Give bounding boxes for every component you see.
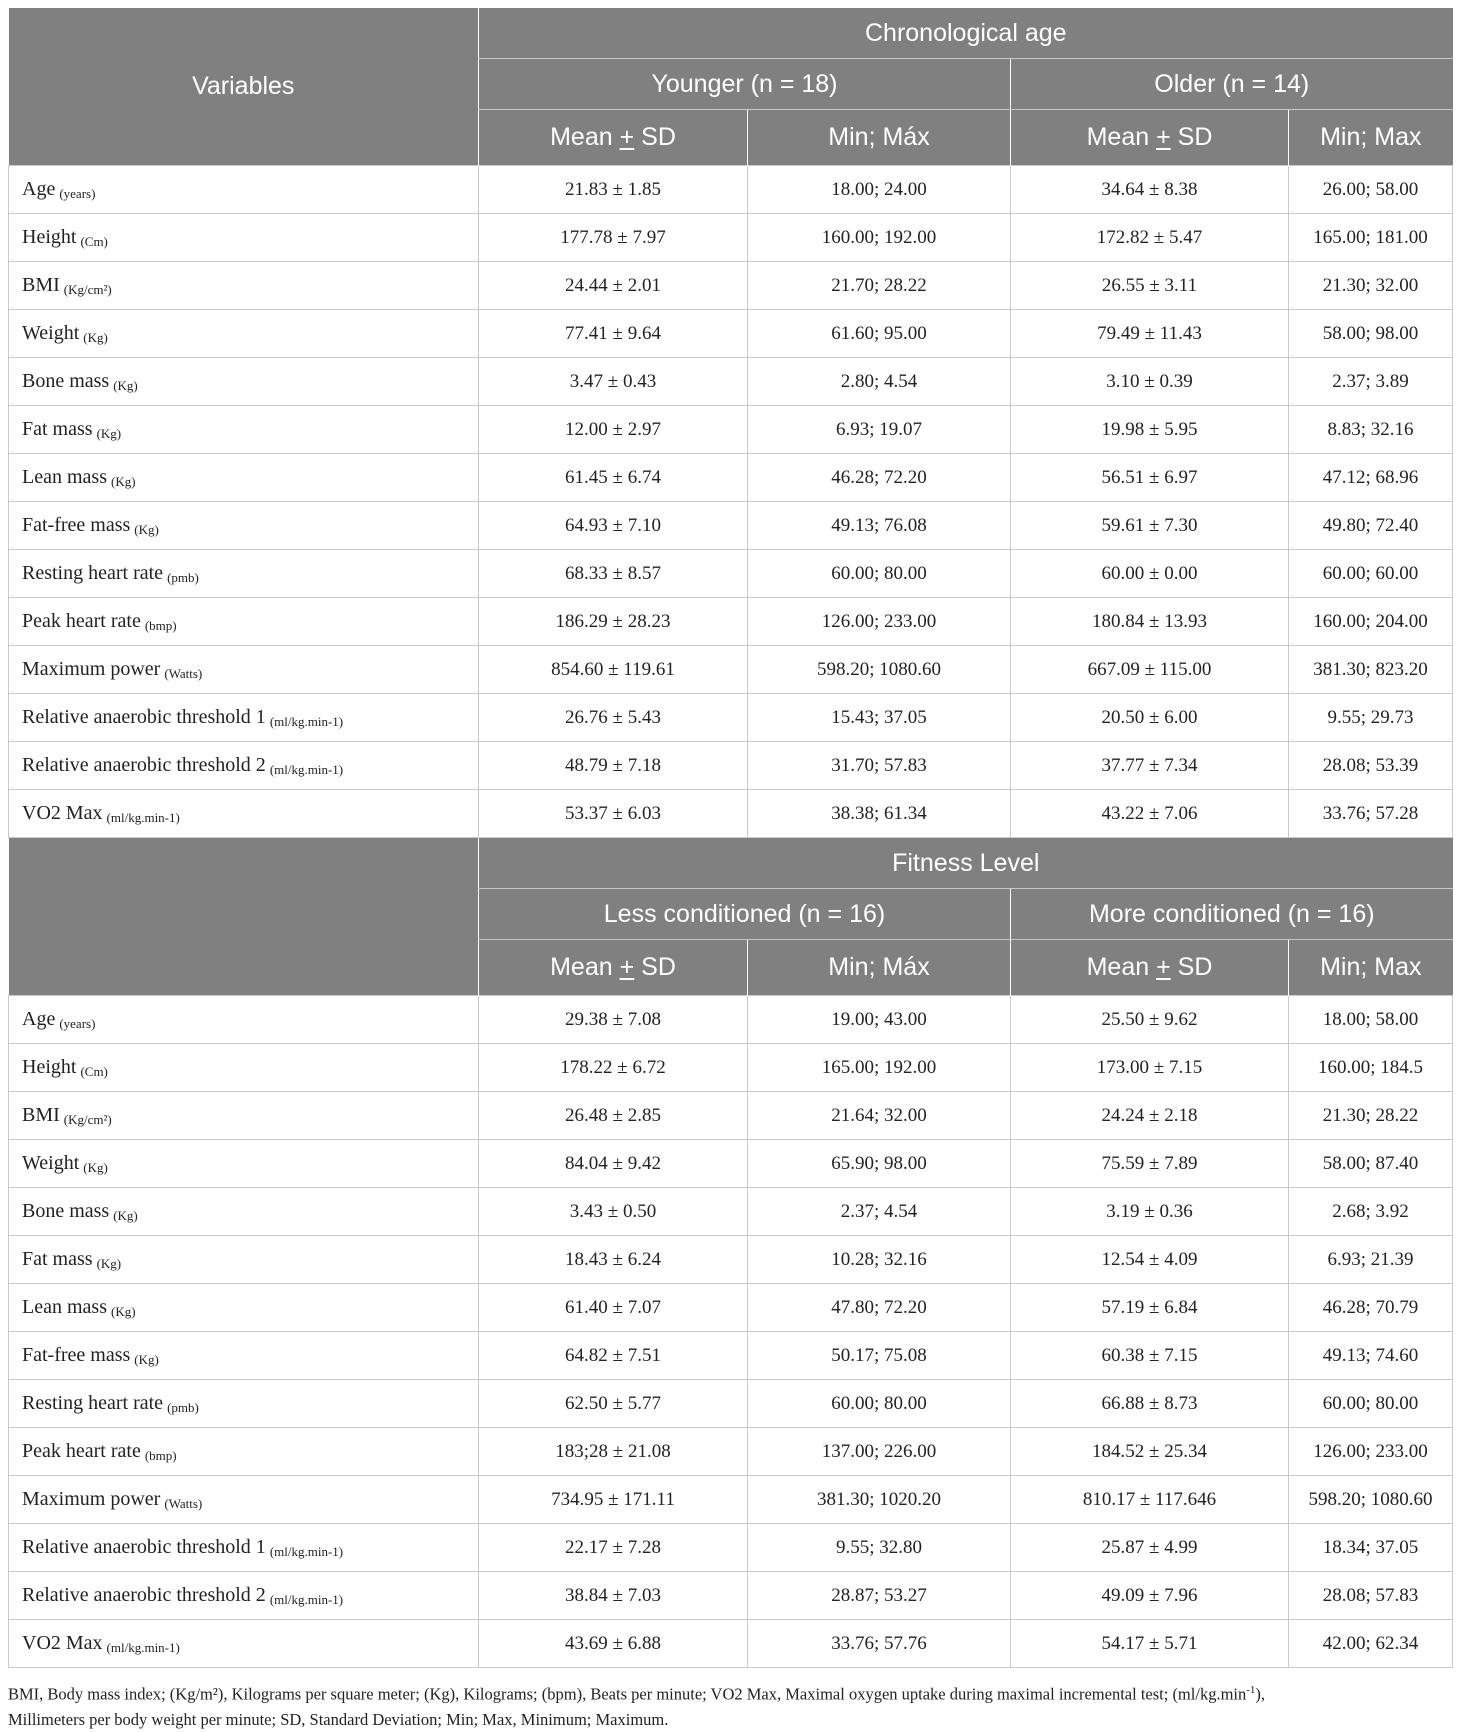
variable-name: Resting heart rate xyxy=(22,561,164,584)
variable-name: Relative anaerobic threshold 2 xyxy=(22,753,266,776)
table-row xyxy=(9,996,1453,1044)
section-header xyxy=(9,8,1453,166)
mean-sd-cell: 20.50 ± 6.00 xyxy=(1011,694,1289,742)
mean-sd-cell: 43.22 ± 7.06 xyxy=(1011,790,1289,838)
min-max-header: Min; Máx xyxy=(748,940,1011,996)
min-max-cell: 60.00; 60.00 xyxy=(1289,550,1453,598)
min-max-cell: 381.30; 823.20 xyxy=(1289,646,1453,694)
min-max-cell: 33.76; 57.28 xyxy=(1289,790,1453,838)
subgroup-header: Younger (n = 18) xyxy=(479,59,1011,110)
mean-sd-cell: 172.82 ± 5.47 xyxy=(1011,214,1289,262)
variable-cell xyxy=(9,454,479,502)
sd-label: SD xyxy=(1170,953,1213,981)
min-max-cell: 126.00; 233.00 xyxy=(1289,1428,1453,1476)
min-max-cell: 49.80; 72.40 xyxy=(1289,502,1453,550)
variable-unit: (Kg) xyxy=(96,1255,122,1271)
min-max-cell: 10.28; 32.16 xyxy=(748,1236,1011,1284)
min-max-cell: 47.12; 68.96 xyxy=(1289,454,1453,502)
min-max-cell: 33.76; 57.76 xyxy=(748,1620,1011,1668)
sd-label: SD xyxy=(634,953,676,981)
mean-sd-cell: 24.24 ± 2.18 xyxy=(1011,1092,1289,1140)
variable-cell xyxy=(9,358,479,406)
mean-sd-cell: 75.59 ± 7.89 xyxy=(1011,1140,1289,1188)
min-max-cell: 28.08; 57.83 xyxy=(1289,1572,1453,1620)
variable-cell xyxy=(9,598,479,646)
mean-label: Mean xyxy=(550,123,620,151)
data-table xyxy=(8,8,1453,1668)
variable-name: Resting heart rate xyxy=(22,1391,164,1414)
min-max-cell: 18.34; 37.05 xyxy=(1289,1524,1453,1572)
mean-sd-header xyxy=(479,110,748,166)
mean-sd-cell: 61.40 ± 7.07 xyxy=(479,1284,748,1332)
mean-sd-cell: 54.17 ± 5.71 xyxy=(1011,1620,1289,1668)
variable-unit: (Cm) xyxy=(80,1063,108,1079)
variable-unit: (Kg) xyxy=(113,1207,138,1223)
subgroup-header: Less conditioned (n = 16) xyxy=(479,889,1011,940)
min-max-cell: 2.37; 4.54 xyxy=(748,1188,1011,1236)
mean-sd-cell: 43.69 ± 6.88 xyxy=(479,1620,748,1668)
mean-sd-header xyxy=(1011,110,1289,166)
min-max-cell: 15.43; 37.05 xyxy=(748,694,1011,742)
table-row xyxy=(9,694,1453,742)
mean-sd-cell: 29.38 ± 7.08 xyxy=(479,996,748,1044)
variable-cell xyxy=(9,550,479,598)
variable-name: Height xyxy=(22,225,77,248)
min-max-cell: 19.00; 43.00 xyxy=(748,996,1011,1044)
mean-sd-cell: 186.29 ± 28.23 xyxy=(479,598,748,646)
variable-cell xyxy=(9,1140,479,1188)
mean-label: Mean xyxy=(1086,953,1157,981)
min-max-header: Min; Max xyxy=(1289,940,1453,996)
plus-minus-symbol: + xyxy=(619,953,635,981)
min-max-cell: 160.00; 184.5 xyxy=(1289,1044,1453,1092)
variable-name: Relative anaerobic threshold 1 xyxy=(22,705,266,728)
table-row xyxy=(9,742,1453,790)
table-row xyxy=(9,790,1453,838)
variable-cell xyxy=(9,1620,479,1668)
variable-cell xyxy=(9,1044,479,1092)
table-row xyxy=(9,406,1453,454)
min-max-cell: 6.93; 19.07 xyxy=(748,406,1011,454)
mean-sd-cell: 60.38 ± 7.15 xyxy=(1011,1332,1289,1380)
mean-sd-cell: 26.48 ± 2.85 xyxy=(479,1092,748,1140)
subgroup-header: Older (n = 14) xyxy=(1011,59,1453,110)
mean-sd-cell: 3.47 ± 0.43 xyxy=(479,358,748,406)
variable-unit: (Kg/cm²) xyxy=(63,281,112,297)
min-max-cell: 9.55; 29.73 xyxy=(1289,694,1453,742)
min-max-cell: 21.30; 28.22 xyxy=(1289,1092,1453,1140)
variable-unit: (bmp) xyxy=(144,617,177,633)
variable-unit: (ml/kg.min-1) xyxy=(106,1639,180,1655)
mean-sd-cell: 18.43 ± 6.24 xyxy=(479,1236,748,1284)
variable-unit: (Kg) xyxy=(110,1303,136,1319)
variable-name: Fat-free mass xyxy=(22,513,131,536)
variable-name: Peak heart rate xyxy=(22,1439,141,1462)
min-max-cell: 381.30; 1020.20 xyxy=(748,1476,1011,1524)
min-max-cell: 2.80; 4.54 xyxy=(748,358,1011,406)
mean-sd-cell: 68.33 ± 8.57 xyxy=(479,550,748,598)
mean-sd-cell: 24.44 ± 2.01 xyxy=(479,262,748,310)
mean-label: Mean xyxy=(1086,123,1157,151)
mean-sd-cell: 57.19 ± 6.84 xyxy=(1011,1284,1289,1332)
mean-sd-cell: 26.55 ± 3.11 xyxy=(1011,262,1289,310)
footnote-line1-text: BMI, Body mass index; (Kg/m²), Kilograms per square meter; (Kg), Kilograms; (bpm), Beats per minute; VO2 Max, Maximal oxygen uptake during maximal incremental test; (ml/kg.min xyxy=(8,1684,1247,1704)
variable-name: Maximum power xyxy=(22,1487,161,1510)
variable-unit: (Cm) xyxy=(80,233,108,249)
variable-name: VO2 Max xyxy=(22,1631,103,1654)
min-max-cell: 61.60; 95.00 xyxy=(748,310,1011,358)
mean-sd-header xyxy=(479,940,748,996)
mean-sd-cell: 37.77 ± 7.34 xyxy=(1011,742,1289,790)
min-max-cell: 21.70; 28.22 xyxy=(748,262,1011,310)
mean-label: Mean xyxy=(550,953,620,981)
mean-sd-cell: 184.52 ± 25.34 xyxy=(1011,1428,1289,1476)
table-row xyxy=(9,550,1453,598)
variable-unit: (Kg) xyxy=(83,329,108,345)
table-row xyxy=(9,1284,1453,1332)
table-row xyxy=(9,166,1453,214)
min-max-cell: 28.08; 53.39 xyxy=(1289,742,1453,790)
variable-cell xyxy=(9,1428,479,1476)
variable-unit: (Watts) xyxy=(164,1495,203,1511)
min-max-cell: 58.00; 87.40 xyxy=(1289,1140,1453,1188)
min-max-cell: 50.17; 75.08 xyxy=(748,1332,1011,1380)
min-max-cell: 21.64; 32.00 xyxy=(748,1092,1011,1140)
variable-cell xyxy=(9,1380,479,1428)
mean-sd-cell: 19.98 ± 5.95 xyxy=(1011,406,1289,454)
variable-unit: (pmb) xyxy=(167,1399,199,1415)
min-max-cell: 2.37; 3.89 xyxy=(1289,358,1453,406)
variable-unit: (years) xyxy=(59,185,96,201)
min-max-cell: 598.20; 1080.60 xyxy=(1289,1476,1453,1524)
variable-unit: (Kg) xyxy=(83,1159,108,1175)
group-title: Fitness Level xyxy=(479,838,1453,889)
variable-cell xyxy=(9,646,479,694)
variable-name: Bone mass xyxy=(22,1199,110,1222)
variable-unit: (Kg) xyxy=(134,521,159,537)
variable-cell xyxy=(9,1236,479,1284)
mean-sd-cell: 25.87 ± 4.99 xyxy=(1011,1524,1289,1572)
min-max-cell: 58.00; 98.00 xyxy=(1289,310,1453,358)
table-row xyxy=(9,1044,1453,1092)
variable-unit: (ml/kg.min-1) xyxy=(269,713,344,729)
table-row xyxy=(9,1476,1453,1524)
variable-cell xyxy=(9,502,479,550)
variable-name: BMI xyxy=(22,1103,60,1126)
mean-sd-cell: 3.43 ± 0.50 xyxy=(479,1188,748,1236)
mean-sd-cell: 3.10 ± 0.39 xyxy=(1011,358,1289,406)
min-max-header: Min; Máx xyxy=(748,110,1011,166)
min-max-cell: 2.68; 3.92 xyxy=(1289,1188,1453,1236)
variable-name: VO2 Max xyxy=(22,801,103,824)
variable-cell xyxy=(9,694,479,742)
variable-unit: (ml/kg.min-1) xyxy=(106,809,180,825)
variable-unit: (years) xyxy=(59,1015,96,1031)
mean-sd-cell: 66.88 ± 8.73 xyxy=(1011,1380,1289,1428)
variable-name: Maximum power xyxy=(22,657,161,680)
variable-cell xyxy=(9,310,479,358)
table-row xyxy=(9,646,1453,694)
mean-sd-cell: 173.00 ± 7.15 xyxy=(1011,1044,1289,1092)
table-row xyxy=(9,454,1453,502)
variable-cell xyxy=(9,1092,479,1140)
table-row xyxy=(9,1620,1453,1668)
mean-sd-cell: 183;28 ± 21.08 xyxy=(479,1428,748,1476)
mean-sd-cell: 3.19 ± 0.36 xyxy=(1011,1188,1289,1236)
variable-name: Relative anaerobic threshold 1 xyxy=(22,1535,266,1558)
mean-sd-cell: 667.09 ± 115.00 xyxy=(1011,646,1289,694)
table-row xyxy=(9,1380,1453,1428)
mean-sd-cell: 178.22 ± 6.72 xyxy=(479,1044,748,1092)
mean-sd-cell: 177.78 ± 7.97 xyxy=(479,214,748,262)
mean-sd-cell: 60.00 ± 0.00 xyxy=(1011,550,1289,598)
mean-sd-cell: 21.83 ± 1.85 xyxy=(479,166,748,214)
min-max-cell: 160.00; 204.00 xyxy=(1289,598,1453,646)
sd-label: SD xyxy=(1170,123,1213,151)
table-row xyxy=(9,358,1453,406)
table-footnote xyxy=(8,1678,1452,1732)
table-row xyxy=(9,1188,1453,1236)
mean-sd-cell: 59.61 ± 7.30 xyxy=(1011,502,1289,550)
variable-name: Weight xyxy=(22,1151,80,1174)
variables-header xyxy=(9,838,479,996)
mean-sd-cell: 79.49 ± 11.43 xyxy=(1011,310,1289,358)
mean-sd-cell: 810.17 ± 117.646 xyxy=(1011,1476,1289,1524)
min-max-cell: 6.93; 21.39 xyxy=(1289,1236,1453,1284)
plus-minus-symbol: + xyxy=(1156,953,1171,981)
mean-sd-cell: 180.84 ± 13.93 xyxy=(1011,598,1289,646)
min-max-cell: 598.20; 1080.60 xyxy=(748,646,1011,694)
subgroup-header: More conditioned (n = 16) xyxy=(1011,889,1453,940)
min-max-cell: 165.00; 181.00 xyxy=(1289,214,1453,262)
min-max-cell: 137.00; 226.00 xyxy=(748,1428,1011,1476)
section-body xyxy=(9,166,1453,838)
mean-sd-cell: 53.37 ± 6.03 xyxy=(479,790,748,838)
variable-name: Fat mass xyxy=(22,417,93,440)
mean-sd-cell: 64.93 ± 7.10 xyxy=(479,502,748,550)
mean-sd-cell: 49.09 ± 7.96 xyxy=(1011,1572,1289,1620)
variable-cell xyxy=(9,1284,479,1332)
min-max-cell: 160.00; 192.00 xyxy=(748,214,1011,262)
table-row xyxy=(9,1236,1453,1284)
table-row xyxy=(9,1428,1453,1476)
variable-name: BMI xyxy=(22,273,60,296)
table-row xyxy=(9,262,1453,310)
min-max-cell: 60.00; 80.00 xyxy=(1289,1380,1453,1428)
variable-cell xyxy=(9,1572,479,1620)
variable-name: Lean mass xyxy=(22,465,107,488)
variable-unit: (ml/kg.min-1) xyxy=(269,1591,344,1607)
variable-cell xyxy=(9,1188,479,1236)
table-row xyxy=(9,1140,1453,1188)
group-title: Chronological age xyxy=(479,8,1453,59)
mean-sd-cell: 25.50 ± 9.62 xyxy=(1011,996,1289,1044)
variable-name: Lean mass xyxy=(22,1295,107,1318)
mean-sd-cell: 48.79 ± 7.18 xyxy=(479,742,748,790)
variable-cell xyxy=(9,166,479,214)
variable-unit: (Kg) xyxy=(110,473,136,489)
table-row xyxy=(9,214,1453,262)
mean-sd-cell: 12.54 ± 4.09 xyxy=(1011,1236,1289,1284)
variable-cell xyxy=(9,1476,479,1524)
min-max-cell: 18.00; 24.00 xyxy=(748,166,1011,214)
table-row xyxy=(9,502,1453,550)
min-max-cell: 126.00; 233.00 xyxy=(748,598,1011,646)
plus-minus-symbol: + xyxy=(619,123,635,151)
variable-cell xyxy=(9,996,479,1044)
mean-sd-cell: 26.76 ± 5.43 xyxy=(479,694,748,742)
mean-sd-cell: 56.51 ± 6.97 xyxy=(1011,454,1289,502)
mean-sd-cell: 64.82 ± 7.51 xyxy=(479,1332,748,1380)
variable-name: Peak heart rate xyxy=(22,609,141,632)
min-max-cell: 60.00; 80.00 xyxy=(748,550,1011,598)
variable-unit: (ml/kg.min-1) xyxy=(269,761,344,777)
mean-sd-cell: 34.64 ± 8.38 xyxy=(1011,166,1289,214)
variable-unit: (ml/kg.min-1) xyxy=(269,1543,344,1559)
table-row xyxy=(9,1332,1453,1380)
variable-name: Height xyxy=(22,1055,77,1078)
footnote-line2-text: Millimeters per body weight per minute; SD, Standard Deviation; Min; Max, Minimum; Maximum. xyxy=(8,1709,669,1729)
min-max-cell: 28.87; 53.27 xyxy=(748,1572,1011,1620)
min-max-cell: 60.00; 80.00 xyxy=(748,1380,1011,1428)
min-max-header: Min; Max xyxy=(1289,110,1453,166)
variable-name: Age xyxy=(22,1007,56,1030)
min-max-cell: 49.13; 76.08 xyxy=(748,502,1011,550)
mean-sd-cell: 38.84 ± 7.03 xyxy=(479,1572,748,1620)
variable-unit: (Kg) xyxy=(96,425,122,441)
min-max-cell: 46.28; 70.79 xyxy=(1289,1284,1453,1332)
min-max-cell: 47.80; 72.20 xyxy=(748,1284,1011,1332)
mean-sd-cell: 84.04 ± 9.42 xyxy=(479,1140,748,1188)
min-max-cell: 26.00; 58.00 xyxy=(1289,166,1453,214)
variables-header: Variables xyxy=(9,8,479,166)
variable-cell xyxy=(9,1524,479,1572)
mean-sd-cell: 61.45 ± 6.74 xyxy=(479,454,748,502)
min-max-cell: 9.55; 32.80 xyxy=(748,1524,1011,1572)
mean-sd-cell: 62.50 ± 5.77 xyxy=(479,1380,748,1428)
plus-minus-symbol: + xyxy=(1156,123,1171,151)
variable-name: Age xyxy=(22,177,56,200)
footnote-superscript: -1 xyxy=(1246,1684,1256,1696)
mean-sd-cell: 22.17 ± 7.28 xyxy=(479,1524,748,1572)
min-max-cell: 165.00; 192.00 xyxy=(748,1044,1011,1092)
variable-unit: (bmp) xyxy=(144,1447,177,1463)
variable-unit: (Kg/cm²) xyxy=(63,1111,112,1127)
variable-cell xyxy=(9,262,479,310)
mean-sd-cell: 734.95 ± 171.11 xyxy=(479,1476,748,1524)
sd-label: SD xyxy=(634,123,676,151)
variable-unit: (Kg) xyxy=(113,377,138,393)
min-max-cell: 38.38; 61.34 xyxy=(748,790,1011,838)
min-max-cell: 65.90; 98.00 xyxy=(748,1140,1011,1188)
table-row xyxy=(9,310,1453,358)
min-max-cell: 42.00; 62.34 xyxy=(1289,1620,1453,1668)
variable-name: Fat mass xyxy=(22,1247,93,1270)
mean-sd-header xyxy=(1011,940,1289,996)
table-row xyxy=(9,1572,1453,1620)
variable-name: Weight xyxy=(22,321,80,344)
min-max-cell: 31.70; 57.83 xyxy=(748,742,1011,790)
variable-unit: (Kg) xyxy=(134,1351,159,1367)
section-header xyxy=(9,838,1453,996)
table-row xyxy=(9,1092,1453,1140)
variable-unit: (pmb) xyxy=(167,569,199,585)
footnote-line1-end: ), xyxy=(1255,1684,1266,1704)
min-max-cell: 18.00; 58.00 xyxy=(1289,996,1453,1044)
variable-unit: (Watts) xyxy=(164,665,203,681)
variable-name: Bone mass xyxy=(22,369,110,392)
variable-name: Fat-free mass xyxy=(22,1343,131,1366)
table-row xyxy=(9,598,1453,646)
min-max-cell: 21.30; 32.00 xyxy=(1289,262,1453,310)
mean-sd-cell: 854.60 ± 119.61 xyxy=(479,646,748,694)
min-max-cell: 49.13; 74.60 xyxy=(1289,1332,1453,1380)
table-row xyxy=(9,1524,1453,1572)
variable-cell xyxy=(9,790,479,838)
table-container xyxy=(8,8,1452,1732)
variable-cell xyxy=(9,1332,479,1380)
min-max-cell: 8.83; 32.16 xyxy=(1289,406,1453,454)
variable-cell xyxy=(9,406,479,454)
variable-cell xyxy=(9,214,479,262)
variable-cell xyxy=(9,742,479,790)
min-max-cell: 46.28; 72.20 xyxy=(748,454,1011,502)
mean-sd-cell: 12.00 ± 2.97 xyxy=(479,406,748,454)
variable-name: Relative anaerobic threshold 2 xyxy=(22,1583,266,1606)
section-body xyxy=(9,996,1453,1668)
mean-sd-cell: 77.41 ± 9.64 xyxy=(479,310,748,358)
